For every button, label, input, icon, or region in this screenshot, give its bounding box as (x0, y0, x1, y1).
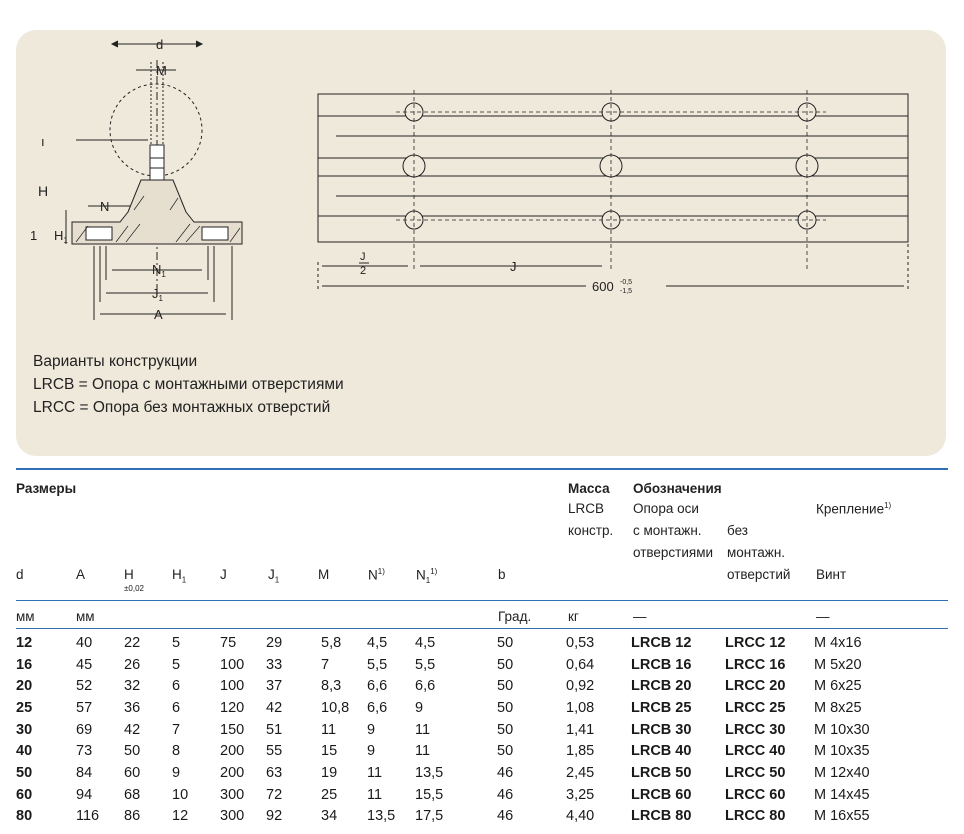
cell-H: 36 (124, 699, 141, 716)
table-row (16, 784, 914, 806)
unit-kg: кг (568, 609, 579, 624)
cell-H: 22 (124, 634, 141, 651)
svg-text:ı: ı (41, 134, 45, 149)
cell-b: 46 (497, 786, 514, 803)
cell-mass: 1,41 (566, 721, 595, 738)
header-with-holes-3: отверстиями (633, 545, 714, 560)
cell-mass: 0,53 (566, 634, 595, 651)
cell-mass: 0,92 (566, 678, 595, 695)
cell-H: 60 (124, 764, 141, 781)
cell-J: 200 (220, 764, 245, 781)
cell-screw: M 14x45 (814, 786, 870, 803)
cell-H1: 8 (172, 743, 181, 760)
cell-b: 46 (497, 764, 514, 781)
cell-J: 75 (220, 634, 237, 651)
cell-lrcc: LRCC 60 (725, 786, 786, 803)
table-row (16, 697, 914, 719)
cell-N: 6,6 (367, 678, 388, 695)
header-no-holes-3: отверстий (727, 567, 791, 582)
table-top-rule (16, 468, 948, 470)
cell-J1: 42 (266, 699, 283, 716)
cell-A: 94 (76, 786, 93, 803)
header-fastening: Крепление$^{1)}$ (816, 501, 892, 517)
cell-lrcb: LRCB 60 (631, 786, 692, 803)
cell-J1: 63 (266, 764, 283, 781)
svg-text:1: 1 (30, 228, 38, 243)
header-with-holes-1: Опора оси (633, 501, 699, 516)
cell-N1: 17,5 (415, 808, 444, 825)
cell-lrcb: LRCB 30 (631, 721, 692, 738)
cell-d: 40 (16, 743, 33, 760)
header-mass: Масса (568, 481, 610, 496)
table-row (16, 675, 914, 697)
cell-lrcb: LRCB 16 (631, 656, 692, 673)
cell-screw: M 6x25 (814, 678, 862, 695)
cell-mass: 3,25 (566, 786, 595, 803)
col-M: M (318, 567, 330, 582)
variants-title: Варианты конструкции (33, 353, 198, 370)
cell-H1: 5 (172, 634, 181, 651)
label-d: d (156, 37, 164, 52)
header-with-holes-2: с монтажн. (633, 523, 702, 538)
cell-J1: 51 (266, 721, 283, 738)
cell-J1: 92 (266, 808, 283, 825)
cell-A: 52 (76, 678, 93, 695)
table-row (16, 632, 914, 654)
drawing-panel (16, 30, 946, 456)
label-length: 600 (592, 279, 614, 294)
cell-mass: 4,40 (566, 808, 595, 825)
cell-A: 69 (76, 721, 93, 738)
label-M: M (156, 63, 167, 78)
variants-legend (33, 350, 344, 419)
cell-b: 50 (497, 634, 514, 651)
cell-d: 30 (16, 721, 33, 738)
cell-mass: 1,08 (566, 699, 595, 716)
cell-J: 200 (220, 743, 245, 760)
cell-b: 46 (497, 808, 514, 825)
cell-J: 300 (220, 786, 245, 803)
cell-screw: M 5x20 (814, 656, 862, 673)
cell-lrcc: LRCC 12 (725, 634, 786, 651)
label-J: J (510, 259, 517, 274)
cell-M: 19 (321, 764, 338, 781)
label-J-half: J (360, 251, 366, 263)
header-mass-constr: констр. (568, 523, 614, 538)
cell-N: 9 (367, 743, 376, 760)
cell-d: 80 (16, 808, 33, 825)
unit-mm-2: мм (76, 609, 95, 624)
cell-screw: M 8x25 (814, 699, 862, 716)
cell-H1: 12 (172, 808, 189, 825)
cell-H1: 9 (172, 764, 181, 781)
cell-screw: M 12x40 (814, 764, 870, 781)
cell-d: 25 (16, 699, 33, 716)
cell-screw: M 10x30 (814, 721, 870, 738)
label-H: H (38, 183, 49, 199)
table-row (16, 740, 914, 762)
unit-mm-1: мм (16, 609, 35, 624)
cell-mass: 0,64 (566, 656, 595, 673)
cell-lrcc: LRCC 50 (725, 764, 786, 781)
cell-H: 32 (124, 678, 141, 695)
cell-A: 73 (76, 743, 93, 760)
cell-A: 45 (76, 656, 93, 673)
profile-view (30, 37, 242, 322)
table-row (16, 762, 914, 784)
cell-H: 26 (124, 656, 141, 673)
svg-text:-0,5: -0,5 (620, 279, 633, 286)
cell-H: 68 (124, 786, 141, 803)
header-no-holes-1: без (727, 523, 748, 538)
table-row (16, 719, 914, 741)
cell-H1: 5 (172, 656, 181, 673)
cell-J: 120 (220, 699, 245, 716)
col-b: b (498, 567, 506, 582)
header-no-holes-2: монтажн. (727, 545, 786, 560)
cell-M: 15 (321, 743, 338, 760)
cell-d: 12 (16, 634, 33, 651)
cell-H1: 10 (172, 786, 189, 803)
cell-lrcb: LRCB 40 (631, 743, 692, 760)
cell-H1: 6 (172, 699, 181, 716)
cell-N1: 6,6 (415, 678, 436, 695)
label-N1: $N_1$ (152, 262, 166, 279)
col-A: A (76, 567, 86, 582)
cell-lrcb: LRCB 50 (631, 764, 692, 781)
variant-lrcc: LRCC = Опора без монтажных отверстий (33, 399, 331, 416)
cell-N: 11 (367, 786, 383, 803)
cell-N1: 11 (415, 721, 431, 738)
cell-b: 50 (497, 699, 514, 716)
cell-N1: 5,5 (415, 656, 436, 673)
header-mass-lrcb: LRCB (568, 501, 605, 516)
table-row (16, 806, 914, 828)
header-rule (16, 600, 948, 601)
cell-M: 11 (321, 721, 337, 738)
cell-J: 150 (220, 721, 245, 738)
cell-b: 50 (497, 678, 514, 695)
cell-b: 50 (497, 656, 514, 673)
cell-d: 50 (16, 764, 33, 781)
cell-lrcb: LRCB 25 (631, 699, 692, 716)
cell-lrcc: LRCC 80 (725, 808, 786, 825)
top-view (318, 90, 908, 295)
cell-lrcc: LRCC 16 (725, 656, 786, 673)
cell-H1: 7 (172, 721, 181, 738)
cell-N1: 9 (415, 699, 424, 716)
cell-J1: 72 (266, 786, 283, 803)
cell-A: 40 (76, 634, 93, 651)
cell-N1: 15,5 (415, 786, 444, 803)
svg-text:2: 2 (360, 265, 367, 277)
cell-N: 4,5 (367, 634, 388, 651)
cell-N1: 4,5 (415, 634, 436, 651)
cell-N: 13,5 (367, 808, 396, 825)
header-designations: Обозначения (633, 481, 722, 496)
cell-d: 20 (16, 678, 33, 695)
col-J: J (220, 567, 227, 582)
cell-M: 5,8 (321, 634, 342, 651)
cell-H: 86 (124, 808, 141, 825)
label-N: N (100, 199, 110, 214)
cell-screw: M 10x35 (814, 743, 870, 760)
cell-A: 57 (76, 699, 93, 716)
cell-H: 50 (124, 743, 141, 760)
cell-screw: M 16x55 (814, 808, 870, 825)
cell-N1: 11 (415, 743, 431, 760)
cell-lrcc: LRCC 30 (725, 721, 786, 738)
cell-J1: 33 (266, 656, 283, 673)
cell-M: 34 (321, 808, 338, 825)
units-rule (16, 628, 948, 629)
col-d: d (16, 567, 24, 582)
cell-screw: M 4x16 (814, 634, 862, 651)
cell-J1: 55 (266, 743, 283, 760)
label-J1: $J_1$ (152, 286, 163, 303)
unit-dash-2: — (816, 609, 830, 624)
svg-text:-1,5: -1,5 (620, 288, 633, 295)
col-H1: $H_1$ (172, 567, 187, 585)
cell-lrcc: LRCC 40 (725, 743, 786, 760)
header-screw: Винт (816, 567, 847, 582)
cell-lrcb: LRCB 12 (631, 634, 692, 651)
cell-N: 5,5 (367, 656, 388, 673)
cell-b: 50 (497, 721, 514, 738)
cell-mass: 2,45 (566, 764, 595, 781)
cell-b: 50 (497, 743, 514, 760)
cell-N: 11 (367, 764, 383, 781)
col-N1: $N_1^{1)}$ (416, 567, 438, 586)
cell-J1: 37 (266, 678, 283, 695)
table-row (16, 654, 914, 676)
cell-d: 16 (16, 656, 33, 673)
cell-A: 84 (76, 764, 93, 781)
cell-J1: 29 (266, 634, 283, 651)
variant-lrcb: LRCB = Опора с монтажными отверстиями (33, 376, 344, 393)
cell-lrcc: LRCC 20 (725, 678, 786, 695)
unit-deg: Град. (498, 609, 532, 624)
label-A: A (154, 307, 163, 322)
cell-lrcc: LRCC 25 (725, 699, 786, 716)
cell-lrcb: LRCB 80 (631, 808, 692, 825)
cell-M: 7 (321, 656, 330, 673)
cell-J: 100 (220, 656, 245, 673)
cell-mass: 1,85 (566, 743, 595, 760)
cell-lrcb: LRCB 20 (631, 678, 692, 695)
dimensions-table (16, 632, 914, 827)
col-J1: $J_1$ (268, 567, 280, 585)
cell-d: 60 (16, 786, 33, 803)
col-N: $N^{1)}$ (368, 567, 385, 583)
cell-M: 25 (321, 786, 338, 803)
header-dimensions: Размеры (16, 481, 77, 496)
cell-M: 8,3 (321, 678, 342, 695)
cell-N: 9 (367, 721, 376, 738)
unit-dash-1: — (633, 609, 647, 624)
cell-J: 100 (220, 678, 245, 695)
cell-N1: 13,5 (415, 764, 444, 781)
label-H1: $H_1$ (54, 228, 68, 245)
cell-J: 300 (220, 808, 245, 825)
cell-N: 6,6 (367, 699, 388, 716)
cell-H1: 6 (172, 678, 181, 695)
cell-M: 10,8 (321, 699, 350, 716)
cell-H: 42 (124, 721, 141, 738)
col-H: H ±0,02 (124, 567, 144, 593)
cell-A: 116 (76, 808, 100, 825)
